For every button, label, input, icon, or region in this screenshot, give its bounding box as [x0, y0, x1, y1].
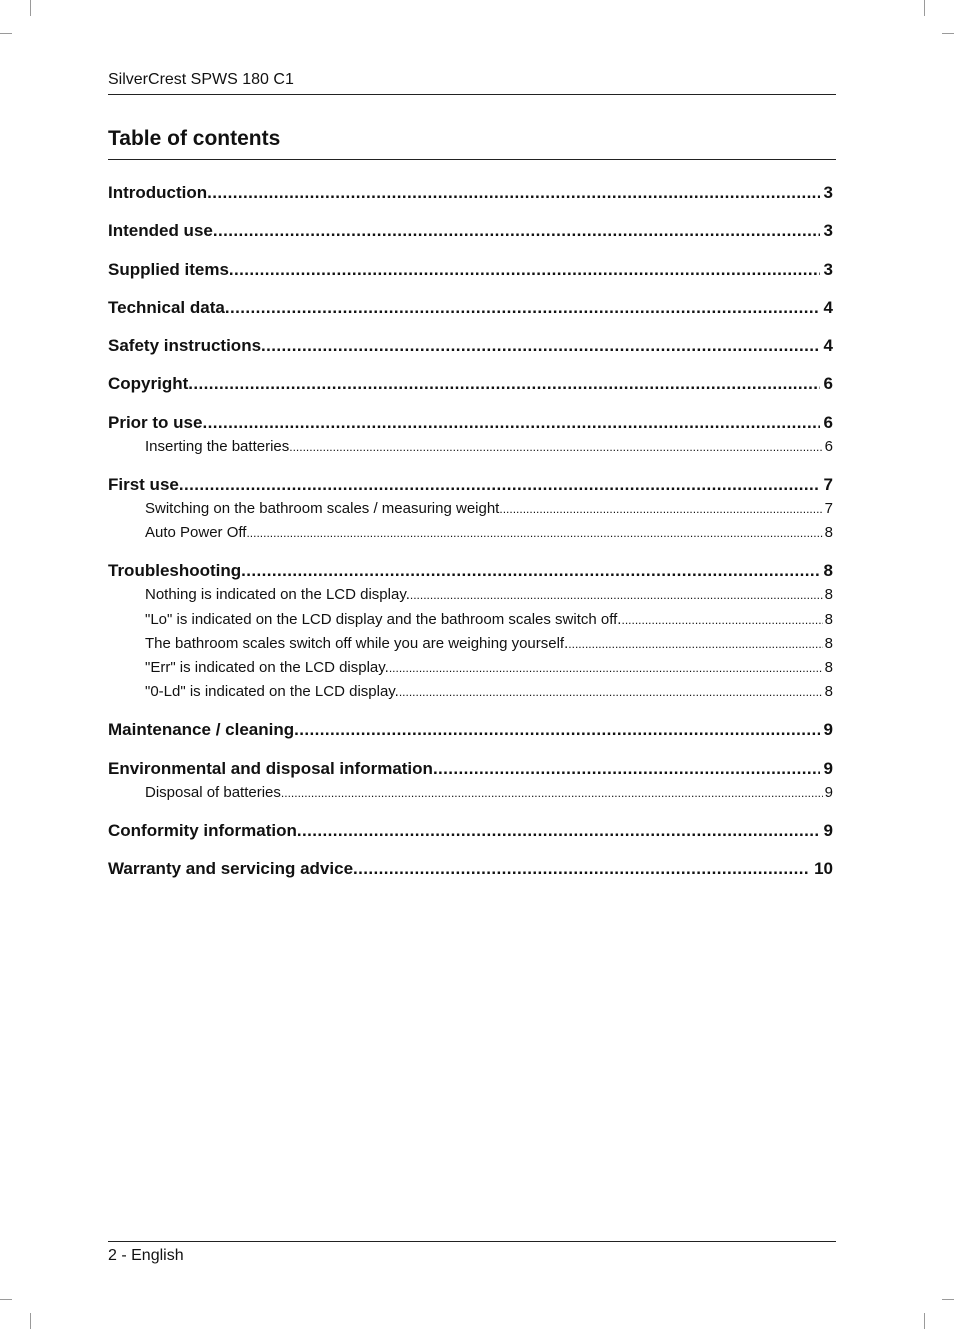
- table-of-contents: [108, 174, 833, 888]
- toc-subentry[interactable]: [108, 680, 833, 704]
- toc-page-number: 9: [823, 720, 833, 740]
- toc-entry[interactable]: [108, 404, 833, 435]
- crop-mark: [924, 1313, 925, 1329]
- toc-page-number: 6: [823, 374, 833, 394]
- toc-leader-dots: [202, 404, 819, 435]
- toc-page-number: 9: [824, 783, 833, 801]
- toc-entry-label: Disposal of batteries: [145, 783, 281, 801]
- toc-leader-dots: [207, 174, 819, 212]
- toc-page-number: 8: [824, 683, 833, 701]
- toc-subentry[interactable]: [108, 656, 833, 680]
- toc-leader-dots: [294, 711, 819, 749]
- toc-entry[interactable]: [108, 289, 833, 327]
- toc-page-number: 3: [823, 221, 833, 241]
- toc-page-number: 3: [823, 259, 833, 279]
- toc-entry[interactable]: [108, 552, 833, 583]
- toc-page-number: 8: [823, 561, 833, 581]
- crop-mark: [942, 1299, 954, 1300]
- toc-entry[interactable]: [108, 365, 833, 403]
- toc-leader-dots: [410, 583, 823, 607]
- toc-entry[interactable]: [108, 251, 833, 289]
- toc-entry-label: Environmental and disposal information: [108, 758, 433, 778]
- toc-entry[interactable]: [108, 212, 833, 250]
- toc-page-number: 10: [814, 859, 833, 879]
- toc-leader-dots: [179, 466, 820, 497]
- toc-leader-dots: [261, 327, 819, 365]
- toc-entry[interactable]: [108, 850, 833, 888]
- toc-page-number: 7: [824, 499, 833, 517]
- toc-entry[interactable]: [108, 327, 833, 365]
- toc-leader-dots: [621, 608, 822, 632]
- toc-page-number: 9: [823, 820, 833, 840]
- toc-subentry[interactable]: [108, 632, 833, 656]
- toc-entry-label: Conformity information: [108, 820, 297, 840]
- toc-page-number: 8: [824, 610, 833, 628]
- toc-page-number: 7: [823, 474, 833, 494]
- toc-leader-dots: [353, 850, 810, 888]
- toc-leader-dots: [229, 251, 820, 289]
- toc-page-number: 3: [823, 183, 833, 202]
- crop-mark: [942, 33, 954, 34]
- toc-entry-label: "Err" is indicated on the LCD display.: [145, 658, 389, 676]
- page-header: [108, 68, 836, 95]
- toc-entry-label: Inserting the batteries: [145, 437, 290, 455]
- toc-entry-label: "0-Ld" is indicated on the LCD display.: [145, 683, 399, 701]
- toc-entry-label: "Lo" is indicated on the LCD display and the bathroom scales switch off.: [145, 610, 622, 628]
- crop-mark: [0, 1299, 12, 1300]
- header-text: SilverCrest SPWS 180 C1: [108, 71, 294, 88]
- toc-page-number: 8: [824, 586, 833, 604]
- toc-entry-label: The bathroom scales switch off while you are weighing yourself.: [145, 634, 569, 652]
- toc-leader-dots: [297, 812, 820, 850]
- toc-entry-label: Warranty and servicing advice: [108, 859, 354, 879]
- crop-mark: [30, 0, 31, 16]
- toc-entry[interactable]: [108, 174, 833, 212]
- toc-subentry[interactable]: [108, 435, 833, 459]
- toc-leader-dots: [433, 750, 820, 781]
- toc-page-number: 6: [823, 412, 833, 432]
- toc-entry-label: Auto Power Off: [145, 524, 247, 542]
- toc-entry-label: Prior to use: [108, 412, 203, 432]
- toc-entry-label: First use: [108, 474, 179, 494]
- toc-leader-dots: [246, 521, 822, 545]
- toc-leader-dots: [568, 632, 822, 656]
- toc-entry[interactable]: [108, 711, 833, 749]
- crop-mark: [924, 0, 925, 16]
- toc-leader-dots: [289, 435, 822, 459]
- toc-leader-dots: [188, 365, 819, 403]
- toc-entry-label: Safety instructions: [108, 336, 262, 356]
- toc-leader-dots: [399, 680, 823, 704]
- toc-leader-dots: [241, 552, 819, 583]
- page-title: Table of contents: [108, 127, 281, 150]
- toc-leader-dots: [213, 212, 820, 250]
- toc-entry[interactable]: [108, 812, 833, 850]
- toc-leader-dots: [225, 289, 820, 327]
- toc-subentry[interactable]: [108, 497, 833, 521]
- toc-entry-label: Troubleshooting: [108, 561, 242, 581]
- page-footer: [108, 1241, 836, 1270]
- toc-page-number: 4: [823, 336, 833, 356]
- toc-page-number: 4: [823, 297, 833, 317]
- toc-leader-dots: [389, 656, 823, 680]
- toc-page-number: 8: [824, 634, 833, 652]
- toc-page-number: 8: [824, 524, 833, 542]
- toc-entry-label: Switching on the bathroom scales / measuring weight: [145, 499, 500, 517]
- toc-page-number: 8: [824, 658, 833, 676]
- page-title-block: [108, 122, 836, 160]
- toc-subentry[interactable]: [108, 781, 833, 805]
- toc-page-number: 9: [823, 758, 833, 778]
- toc-entry-label: Introduction: [108, 183, 208, 202]
- toc-entry-label: Supplied items: [108, 259, 229, 279]
- toc-leader-dots: [281, 781, 823, 805]
- toc-leader-dots: [499, 497, 822, 521]
- toc-subentry[interactable]: [108, 608, 833, 632]
- toc-entry-label: Maintenance / cleaning: [108, 720, 295, 740]
- toc-entry-label: Intended use: [108, 221, 213, 241]
- footer-text: 2 - English: [108, 1247, 184, 1264]
- toc-entry-label: Nothing is indicated on the LCD display.: [145, 586, 410, 604]
- crop-mark: [30, 1313, 31, 1329]
- toc-entry-label: Copyright: [108, 374, 189, 394]
- toc-page-number: 6: [824, 437, 833, 455]
- toc-subentry[interactable]: [108, 521, 833, 545]
- crop-mark: [0, 33, 12, 34]
- toc-entry-label: Technical data: [108, 297, 225, 317]
- toc-entry[interactable]: [108, 750, 833, 781]
- toc-entry[interactable]: [108, 466, 833, 497]
- toc-subentry[interactable]: [108, 583, 833, 607]
